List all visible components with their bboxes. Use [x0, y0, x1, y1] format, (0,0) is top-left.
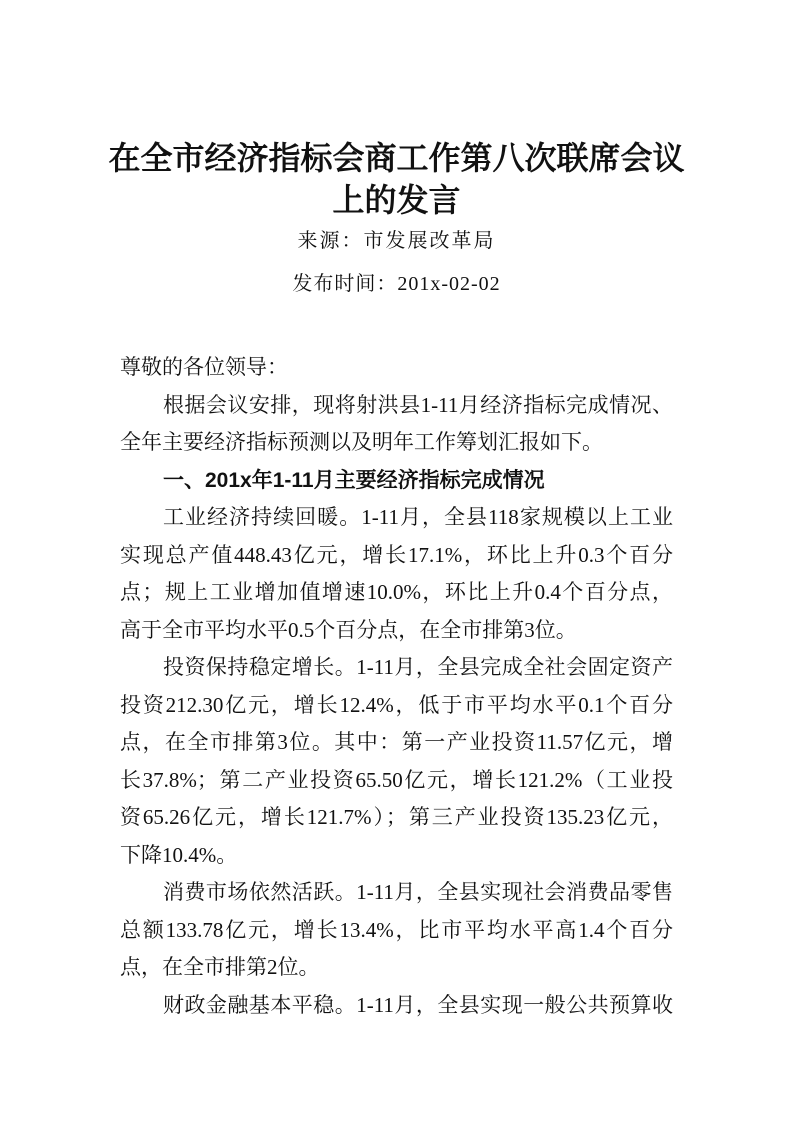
paragraph-line: 长37.8%；第二产业投资65.50亿元，增长121.2%（工业投: [120, 767, 673, 792]
paragraph-line: 投资212.30亿元，增长12.4%，低于市平均水平0.1个百分: [120, 692, 673, 717]
document-source: 来源：市发展改革局: [297, 230, 496, 252]
section-heading: 一、201x年1-11月主要经济指标完成情况: [163, 468, 545, 492]
paragraph-line: 全年主要经济指标预测以及明年工作筹划汇报如下。: [120, 430, 603, 454]
paragraph-line: 总额133.78亿元，增长13.4%，比市平均水平高1.4个百分: [120, 917, 673, 942]
body-paragraph: [120, 499, 673, 649]
paragraph-line: 投资保持稳定增长。1-11月，全县完成全社会固定资产: [163, 655, 673, 679]
body-paragraph: [120, 649, 673, 874]
paragraph-line: 点，在全市排第3位。其中：第一产业投资11.57亿元，增: [120, 730, 673, 754]
document-title-line-2: 上的发言: [332, 182, 461, 218]
document-title-line-1: 在全市经济指标会商工作第八次联席会议: [108, 140, 685, 176]
document-body: [120, 349, 673, 1024]
paragraph-line: 消费市场依然活跃。1-11月，全县实现社会消费品零售: [163, 880, 673, 904]
paragraph-line: 高于全市平均水平0.5个百分点，在全市排第3位。: [120, 617, 577, 642]
paragraph-line: 财政金融基本平稳。1-11月，全县实现一般公共预算收: [163, 992, 673, 1017]
paragraph-line: 点，在全市排第2位。: [120, 955, 320, 979]
body-paragraph: [120, 987, 673, 1025]
salutation: 尊敬的各位领导：: [120, 355, 288, 379]
paragraph-line: 点；规上工业增加值增速10.0%，环比上升0.4个百分点，: [120, 580, 673, 604]
paragraph-line: 资65.26亿元，增长121.7%）；第三产业投资135.23亿元，: [120, 805, 673, 829]
paragraph-line: 下降10.4%。: [120, 842, 238, 867]
body-paragraph: [120, 874, 673, 987]
intro-paragraph: [120, 387, 673, 462]
paragraph-line: 实现总产值448.43亿元，增长17.1%，环比上升0.3个百分: [120, 542, 673, 567]
publish-date: 发布时间：201x-02-02: [292, 273, 501, 295]
paragraph-line: 工业经济持续回暖。1-11月，全县118家规模以上工业: [163, 505, 673, 529]
paragraph-line: 根据会议安排，现将射洪县1-11月经济指标完成情况、: [163, 392, 673, 417]
